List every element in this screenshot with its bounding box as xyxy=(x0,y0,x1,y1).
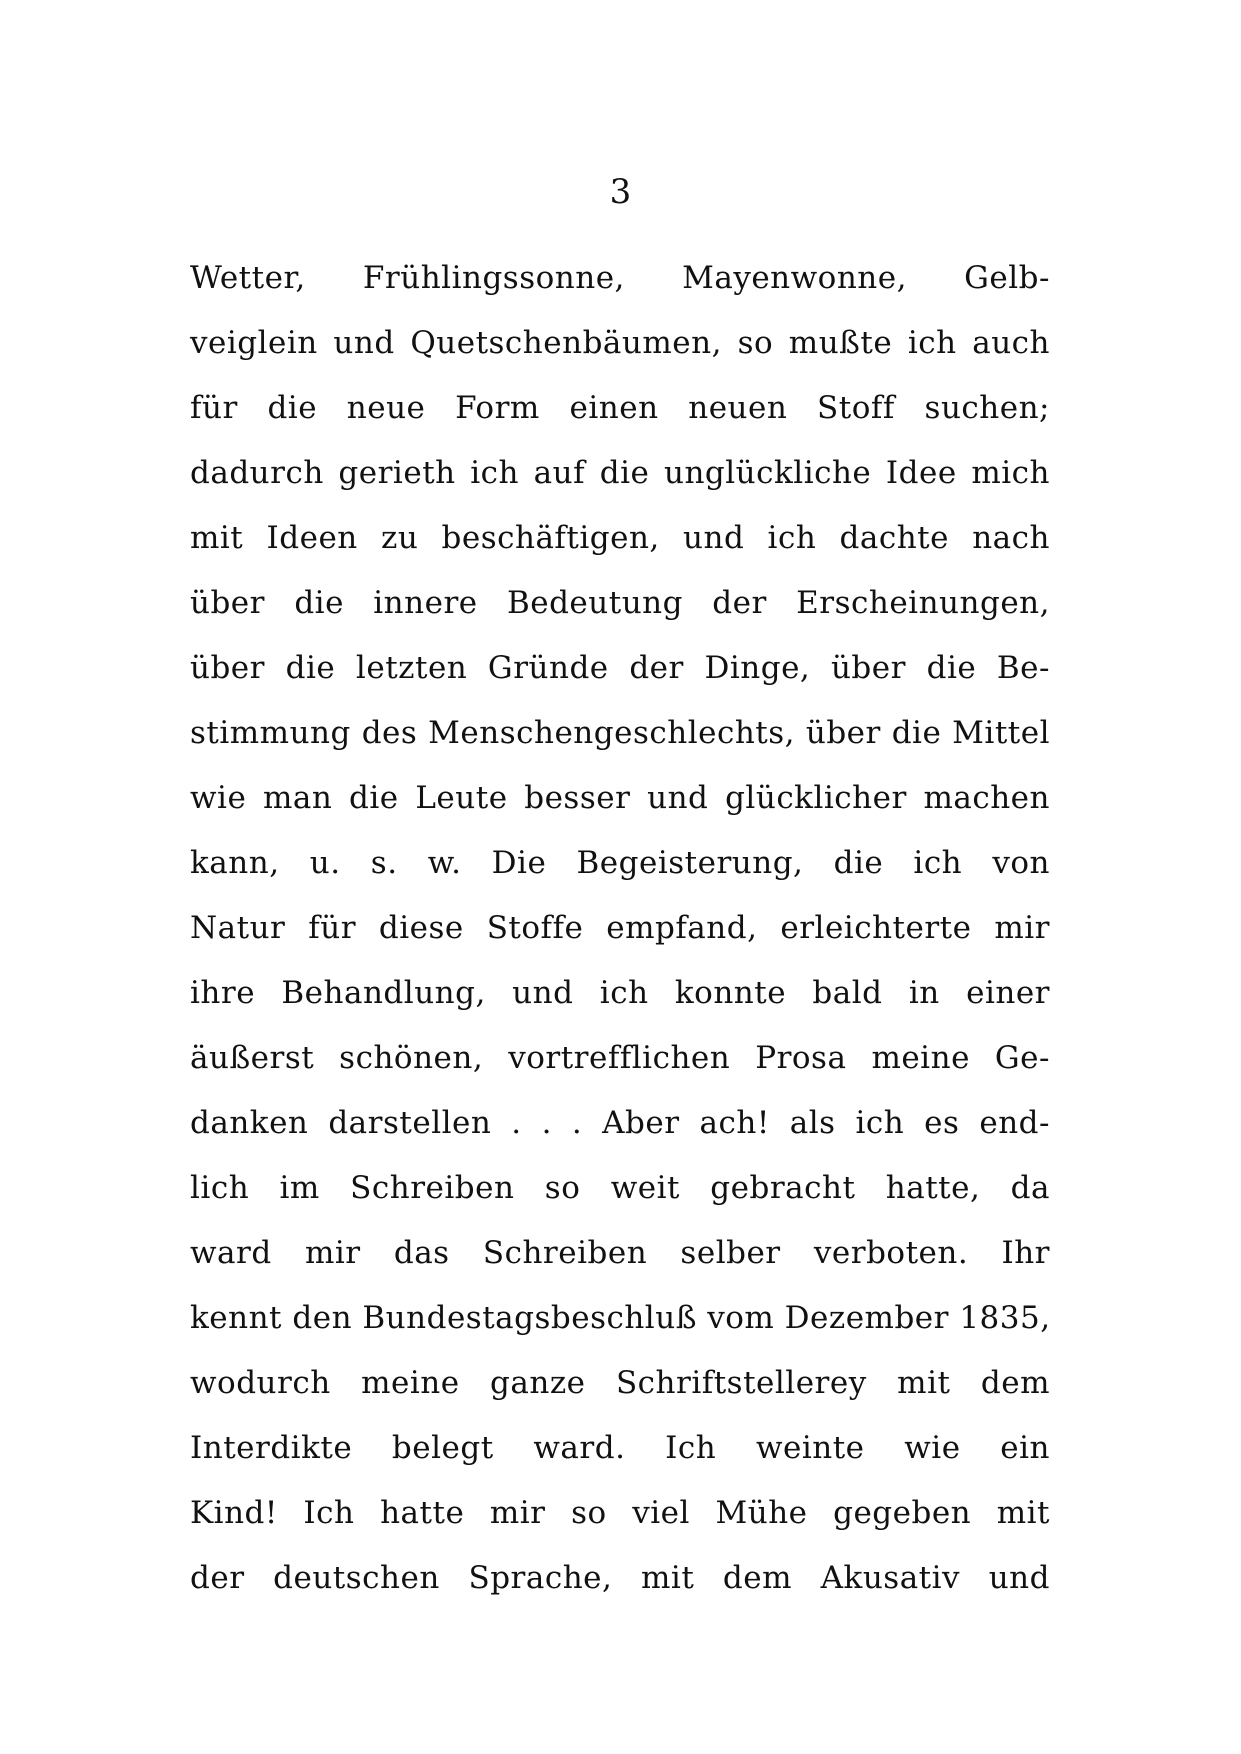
text-line: Wetter, Frühlingssonne, Mayenwonne, Gelb- xyxy=(190,260,1050,296)
text-line: der deutschen Sprache, mit dem Akusativ und xyxy=(190,1560,1050,1596)
text-line: danken darstellen . . . Aber ach! als ich es end- xyxy=(190,1105,1050,1141)
text-line: kann, u. s. w. Die Begeisterung, die ich von xyxy=(190,845,1050,881)
text-line: veiglein und Quetschenbäumen, so mußte ich auch xyxy=(190,325,1050,361)
page-number: 3 xyxy=(609,172,632,212)
text-line: äußerst schönen, vortrefflichen Prosa meine Ge- xyxy=(190,1040,1050,1076)
text-line: für die neue Form einen neuen Stoff suchen; xyxy=(190,390,1050,426)
text-line: mit Ideen zu beschäftigen, und ich dachte nach xyxy=(190,520,1050,556)
text-line: dadurch gerieth ich auf die unglückliche Idee mich xyxy=(190,455,1050,491)
text-line: Interdikte belegt ward. Ich weinte wie ein xyxy=(190,1430,1050,1466)
text-line: lich im Schreiben so weit gebracht hatte, da xyxy=(190,1170,1050,1206)
text-line: kennt den Bundestagsbeschluß vom Dezember 1835, xyxy=(190,1300,1051,1336)
text-line: wie man die Leute besser und glücklicher machen xyxy=(190,780,1050,816)
text-line: wodurch meine ganze Schriftstellerey mit dem xyxy=(190,1365,1050,1401)
text-line: über die innere Bedeutung der Erscheinungen, xyxy=(190,585,1050,621)
text-line: Kind! Ich hatte mir so viel Mühe gegeben mit xyxy=(190,1495,1050,1531)
text-line: über die letzten Gründe der Dinge, über die Be- xyxy=(190,650,1050,686)
text-line: Natur für diese Stoffe empfand, erleichterte mir xyxy=(190,910,1050,946)
body-text xyxy=(190,246,1050,1611)
text-line: stimmung des Menschengeschlechts, über die Mittel xyxy=(190,715,1050,751)
text-line: ward mir das Schreiben selber verboten. Ihr xyxy=(190,1235,1050,1271)
text-line: ihre Behandlung, und ich konnte bald in einer xyxy=(190,975,1050,1011)
